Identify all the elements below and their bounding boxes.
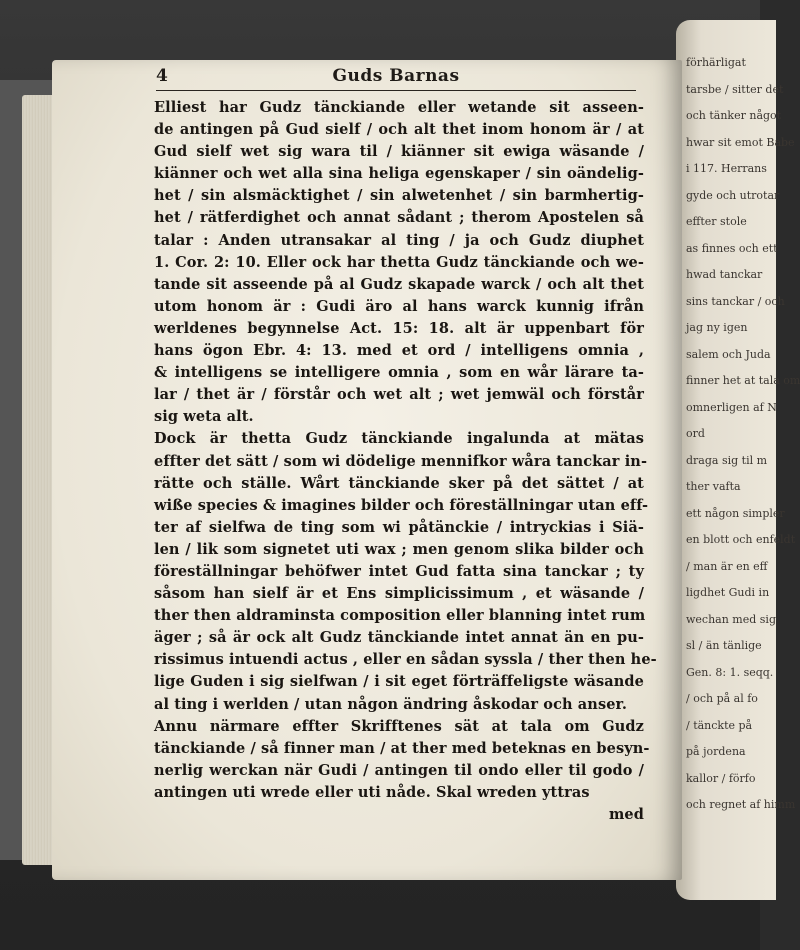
paragraph-2-line: al ting i werlden / utan någon ändring åskodar och anser. bbox=[154, 695, 628, 713]
facing-page-line: ligdhet Gudi in bbox=[686, 586, 770, 599]
facing-page-line: salem och Juda bbox=[686, 347, 771, 361]
paragraph-3-line: antingen uti wrede eller uti nåde. Skal wreden yttras bbox=[154, 783, 590, 801]
facing-page-line: på jordena bbox=[686, 745, 746, 758]
paragraph-1-line: 1. Cor. 2: 10. Eller ock har thetta Gudz tänckiande och we- bbox=[154, 253, 644, 271]
catchword: med bbox=[608, 806, 644, 823]
facing-page-line: / man är en eff bbox=[686, 559, 768, 573]
facing-page-line: wechan med sig bbox=[686, 612, 776, 626]
paragraph-2-line: rissimus intuendi actus , eller en sådan syssla / ther then he- bbox=[154, 651, 657, 669]
paragraph-1-line: talar : Anden utransakar al ting / ja och Gudz diuphet bbox=[154, 231, 644, 249]
paragraph-3-line: nerlig werckan när Gudi / antingen til ondo eller til godo / bbox=[154, 761, 644, 779]
paragraph-1-line: werldenes begynnelse Act. 15: 18. alt är uppenbart för bbox=[154, 319, 644, 337]
paragraph-2-line: såsom han sielf är et Ens simplicissimum , et wäsande / bbox=[154, 585, 644, 603]
running-title: Guds Barnas bbox=[332, 66, 460, 86]
paragraph-2-line: ther then aldraminsta composition eller blanning intet rum bbox=[154, 607, 646, 625]
paragraph-2-line: Dock är thetta Gudz tänckiande ingalunda at mätas bbox=[154, 430, 644, 448]
paragraph-1-line: & intelligens se intelligere omnia , som en wår lärare ta- bbox=[154, 364, 644, 382]
paragraph-1-line: Gud sielf wet sig wara til / kiänner sit ewiga wäsande / bbox=[154, 143, 644, 161]
facing-page-line: ther vafta bbox=[686, 480, 741, 493]
facing-page-line: hwar sit emot Babe bbox=[686, 135, 795, 149]
facing-page-line: kallor / förfo bbox=[686, 771, 756, 785]
facing-page-line: / tänckte på bbox=[686, 718, 753, 732]
facing-page-line: ord bbox=[686, 427, 705, 440]
paragraph-2-line: ter af sielfwa de ting som wi påtänckie / intryckias i Siä- bbox=[154, 518, 644, 536]
paragraph-1-line: hans ögon Ebr. 4: 13. med et ord / intelligens omnia , bbox=[154, 342, 644, 360]
facing-page-line: gyde och utrotar bbox=[686, 188, 780, 202]
facing-page-line: draga sig til m bbox=[686, 453, 768, 467]
facing-page-line: sins tanckar / och bbox=[686, 294, 785, 308]
paragraph-1-line: lar / thet är / förstår och wet alt ; wet jemwäl och förstår bbox=[154, 386, 644, 404]
paragraph-1-line: kiänner och wet alla sina heliga egenskaper / sin oändelig- bbox=[154, 165, 644, 183]
facing-page-line: Gen. 8: 1. seqq. bbox=[686, 665, 774, 679]
facing-page-line: och regnet af himm bbox=[686, 798, 796, 811]
paragraph-1-line: sig weta alt. bbox=[154, 408, 254, 426]
facing-page-line: sl / än tänlige bbox=[686, 639, 762, 652]
paragraph-1-line: utom honom är : Gudi äro al hans warck kunnig ifrån bbox=[154, 297, 644, 315]
facing-page-line: omnerligen af N bbox=[686, 400, 777, 414]
paragraph-2-line: äger ; så är ock alt Gudz tänckiande intet annat än en pu- bbox=[154, 629, 644, 647]
page-number: 4 bbox=[156, 66, 168, 86]
paragraph-2-line: len / lik som signetet uti wax ; men genom slika bilder och bbox=[154, 540, 644, 558]
facing-page bbox=[676, 20, 800, 900]
facing-page-line: en blott och enfeldt bbox=[686, 533, 796, 546]
facing-page-line: / och på al fo bbox=[686, 692, 758, 705]
paragraph-2-line: wiße species & imagines bilder och föreställningar utan eff- bbox=[154, 496, 649, 514]
paragraph-1-line: de antingen på Gud sielf / och alt thet inom honom är / at bbox=[154, 121, 644, 139]
paragraph-2-line: lige Guden i sig sielfwan / i sit eget förträffeligste wäsande bbox=[154, 673, 644, 691]
paragraph-2-line: föreställningar behöfwer intet Gud fatta sina tanckar ; ty bbox=[154, 562, 644, 580]
facing-page-line: hwad tanckar bbox=[686, 268, 763, 281]
facing-page-line: finner het at tala om bbox=[686, 374, 800, 387]
facing-page-line: as finnes och ett bbox=[686, 241, 778, 255]
paragraph-2-line: rätte och ställe. Wårt tänckiande sker på det sättet / at bbox=[154, 474, 644, 492]
paragraph-3-line: Annu närmare effter Skrifftenes sät at tala om Gudz bbox=[154, 717, 644, 735]
page-header bbox=[156, 66, 636, 91]
facing-page-line: effter stole bbox=[686, 215, 747, 228]
facing-page-line: förhärligat bbox=[686, 56, 746, 69]
paragraph-1-line: het / rätferdighet och annat sådant ; therom Apostelen så bbox=[154, 209, 644, 227]
body-text bbox=[154, 97, 657, 826]
facing-page-line: jag ny igen bbox=[686, 321, 748, 334]
facing-page-line: och tänker något bbox=[686, 109, 782, 122]
paragraph-3-line: tänckiande / så finner man / at ther med beteknas en besyn- bbox=[154, 739, 650, 757]
paragraph-1-line: tande sit asseende på al Gudz skapade warck / och alt thet bbox=[154, 275, 644, 293]
paragraph-1-line: het / sin alsmäcktighet / sin alwetenhet / sin barmhertig- bbox=[154, 187, 644, 205]
facing-page-line: tarsbe / sitter det bbox=[686, 82, 784, 96]
paragraph-1-line: Elliest har Gudz tänckiande eller wetande sit asseen- bbox=[154, 99, 644, 116]
facing-page-line: i 117. Herrans bbox=[686, 162, 767, 175]
facing-page-line: ett någon simpler bbox=[686, 506, 785, 520]
paragraph-2-line: effter det sätt / som wi dödelige mennifkor wåra tanckar in- bbox=[154, 452, 648, 470]
